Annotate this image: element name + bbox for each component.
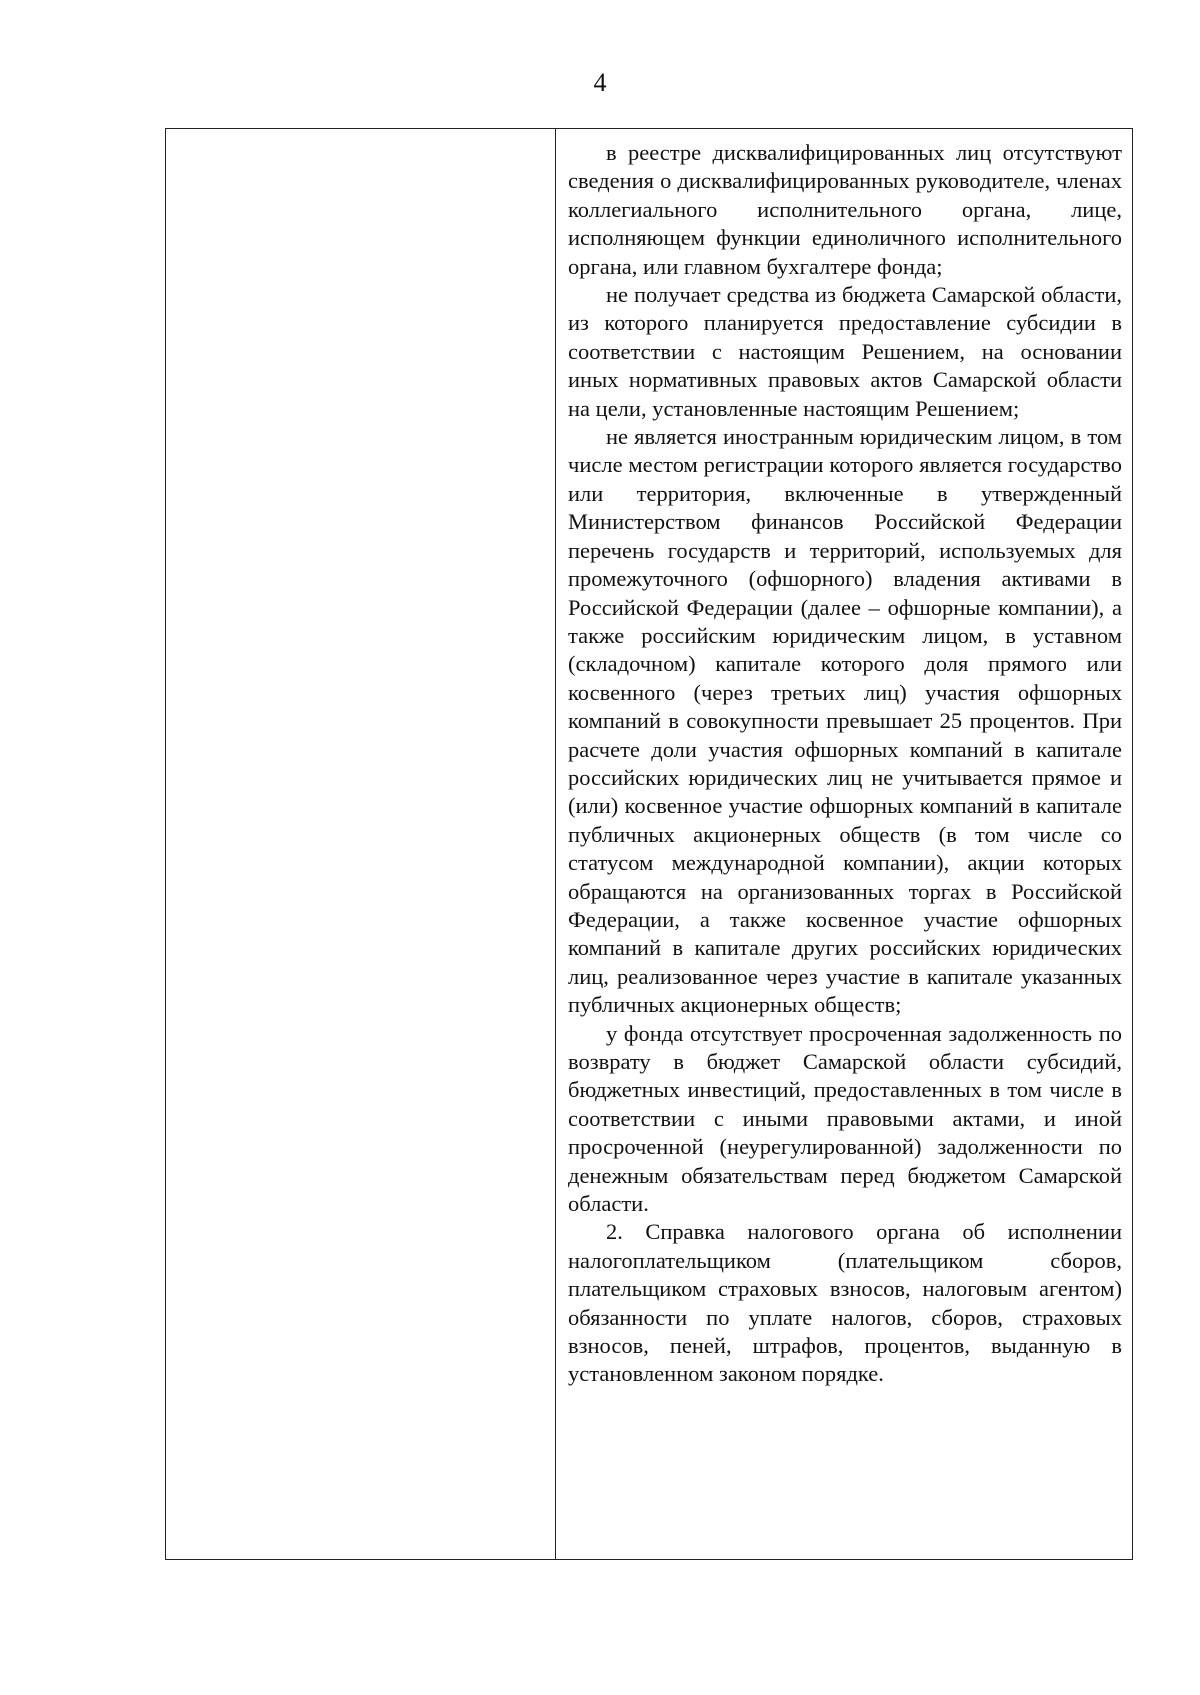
table-right-cell [556,129,1132,1559]
paragraph-offshore-companies: не является иностранным юридическим лицом, в том числе местом регистрации которого является государство или территория, включенные в утвержденный Министерством финансов Российской Федерации перечень государств и территорий, используемых для промежуточного (офшорного) владения активами в Российской Федерации (далее – офшорные компании), а также российским юридическим лицом, в уставном (складочном) капитале которого доля прямого или косвенного (через третьих лиц) участия офшорных компаний в совокупности превышает 25 процентов. При расчете доли участия офшорных компаний в капитале российских юридических лиц не учитывается прямое и (или) косвенное участие офшорных компаний в капитале публичных акционерных обществ (в том числе со статусом международной компании), акции которых обращаются на организованных торгах в Российской Федерации, а также косвенное участие офшорных компаний в капитале других российских юридических лиц, реализованное через участие в капитале указанных публичных акционерных обществ; [568,424,1122,1018]
table-left-cell [166,129,556,1559]
paragraph-budget-funds: не получает средства из бюджета Самарской области, из которого планируется предоставление субсидии в соответствии с настоящим Решением, на основании иных нормативных правовых актов Самарской области на цели, установленные настоящим Решением; [568,282,1122,421]
paragraph-tax-certificate: 2. Справка налогового органа об исполнении налогоплательщиком (плательщиком сборов, плательщиком страховых взносов, налоговым агентом) обязанности по уплате налогов, сборов, страховых взносов, пеней, штрафов, процентов, выданную в установленном законом порядке. [568,1219,1122,1387]
paragraph-disqualified-registry: в реестре дисквалифицированных лиц отсутствуют сведения о дисквалифицированных руководителе, членах коллегиального исполнительного органа, лице, исполняющем функции единоличного исполнительного органа, или главном бухгалтере фонда; [568,140,1122,279]
paragraph-overdue-debt: у фонда отсутствует просроченная задолженность по возврату в бюджет Самарской области субсидий, бюджетных инвестиций, предоставленных в том числе в соответствии с иными правовыми актами, и иной просроченной (неурегулированной) задолженности по денежным обязательствам перед бюджетом Самарской области. [568,1020,1122,1217]
document-table [165,128,1133,1560]
page-number: 4 [593,68,607,97]
